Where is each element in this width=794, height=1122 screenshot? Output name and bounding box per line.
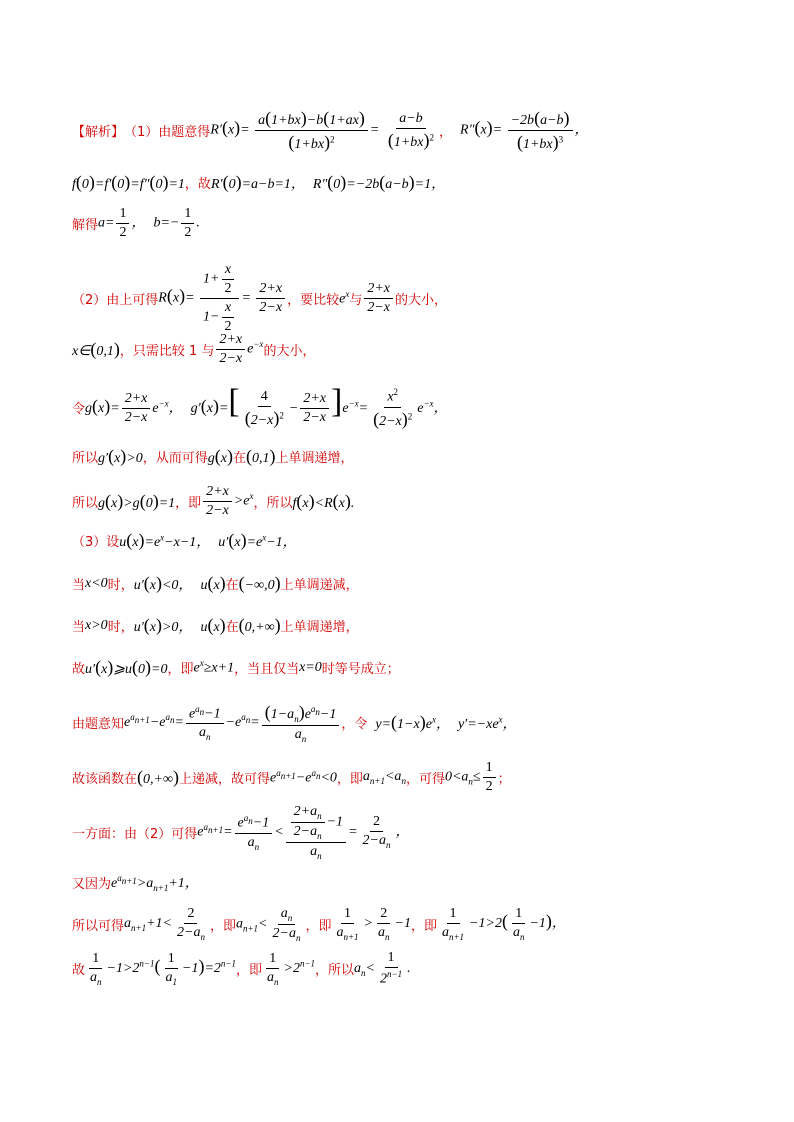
formula-R-prime: R′(x)= $\frac{a(1+bx)-b(1+ax)}{(1+bx)^2}$ = $\frac{a-b}{(1+bx)^2}$: [210, 108, 435, 152]
solution-line-8: 所以 g(x)>g(0)=1 ，即 $\frac{2+x}{2-x}$ $>e^x$ ，所以 f(x)<R(x).: [72, 484, 355, 518]
formula-conclusion: $\frac{1}{a_n}$ $-1>2^{n-1}$( $\frac{1}{a_1}$ $-1)=2^{n-1}$: [90, 950, 236, 987]
solution-line-15: 一方面：由（2）可得 $e^{a_{n+1}}=$ $\frac{e^{a_n}-1}{a_n}$ < $\frac{2+a_n}{2-a_n}$ −1 $a_n$ = $\frac{2}{2-a_n}$ ，: [72, 804, 410, 861]
formula-R-double-prime: R″(x)= $\frac{-2b(a-b)}{(1+bx)^3}$ ，: [460, 108, 589, 152]
solution-line-12: 故 u′(x)⩾u(0)=0 ，即 $e^x\ge x+1$ ，当且仅当 x=0 时等号成立；: [72, 657, 400, 677]
part1-label: （1）: [124, 125, 159, 140]
formula-g-x: g(x)= $\frac{2+x}{2-x}$ $e^{-x}$， g′(x)=[ $\frac{4}{(2-x)^2}$ − $\frac{2+x}{2-x}$ ]$e^{-x}=$ $\frac{x^2}{(2-x)^2}$ $e^{-x}$，: [85, 383, 448, 430]
solution-line-18: 故 $\frac{1}{a_n}$ $-1>2^{n-1}$( $\frac{1}{a_1}$ $-1)=2^{n-1}$ ，即 $\frac{1}{a_n}$ $>2^{n-1}$ ，所以 $a_n<$ $\frac{1}{2^{n-1}}$ .: [72, 950, 411, 987]
formula-R-x: R(x)= 1+ $\frac{x}{2}$ 1− $\frac{x}{2}$ = $\frac{2+x}{2-x}$: [158, 262, 287, 335]
solution-line-3: 解得 a= $\frac{1}{2}$ ， b=− $\frac{1}{2}$ .: [72, 206, 200, 240]
solution-line-16: 又因为 $e^{a_{n+1}}>a_{n+1}+1$，: [72, 873, 199, 893]
solution-line-13: 由题意知 $e^{a_{n+1}}-e^{a_n}=$ $\frac{e^{a_n}-1}{a_n}$ $-e^{a_n}=$ $\frac{(1-a_n)e^{a_n}-1}{a_n}$ ，令 $y=(1-x)e^x$， $y'=-xe^x$，: [72, 702, 517, 744]
solution-line-2: f(0)=f′(0)=f″(0)=1 ，故 R′(0)=a−b=1， R″(0)=−2b(a−b)=1，: [72, 172, 446, 192]
part2-label: （2）由上可得: [72, 293, 159, 308]
solution-line-1: 【解析】 （1） 由题意得 R′(x)= $\frac{a(1+bx)-b(1+ax)}{(1+bx)^2}$ = $\frac{a-b}{(1+bx)^2}$ ， R″(x)= $\frac{-2b(a-b)}{(1+bx)^3}$ ，: [72, 108, 589, 152]
solution-line-5: x∈(0,1) ，只需比较 1 与 $\frac{2+x}{2-x}$ $e^{-x}$ 的大小，: [72, 332, 316, 366]
solution-line-4: （2）由上可得 R(x)= 1+ $\frac{x}{2}$ 1− $\frac{x}{2}$ = $\frac{2+x}{2-x}$ ，要比较 $e^x$ 与 $\frac{2+x}{2-x}$ 的大小，: [72, 262, 448, 334]
analysis-label: 【解析】: [72, 125, 125, 140]
solution-line-7: 所以 g′(x)>0 ，从而可得 g(x) 在 (0,1) 上单调递增，: [72, 446, 354, 466]
formula-inequality-chain: $e^{a_{n+1}}=$ $\frac{e^{a_n}-1}{a_n}$ < $\frac{2+a_n}{2-a_n}$ −1 $a_n$ = $\frac{2}{2-a_n}$ ，: [197, 804, 410, 861]
part3-label: （3）设: [72, 535, 120, 550]
solution-line-10: 当 x<0 时， u′(x)<0， u(x) 在 (−∞,0) 上单调递减，: [72, 573, 359, 593]
solution-line-11: 当 x>0 时， u′(x)>0， u(x) 在 (0,+∞) 上单调递增，: [72, 615, 359, 635]
formula-a-b-values: a= $\frac{1}{2}$ ， b=− $\frac{1}{2}$ .: [98, 206, 200, 240]
formula-sequence-relation: $e^{a_{n+1}}-e^{a_n}=$ $\frac{e^{a_n}-1}{a_n}$ $-e^{a_n}=$ $\frac{(1-a_n)e^{a_n}-1}{a_n}$: [124, 702, 341, 744]
solution-line-6: 令 g(x)= $\frac{2+x}{2-x}$ $e^{-x}$， g′(x)=[ $\frac{4}{(2-x)^2}$ − $\frac{2+x}{2-x}$ ]$e^{-x}=$ $\frac{x^2}{(2-x)^2}$ $e^{-x}$，: [72, 383, 448, 430]
solution-line-14: 故该函数在 (0,+∞) 上递减，故可得 $e^{a_{n+1}}-e^{a_n}<0$ ，即 $a_{n+1}<a_n$ ，可得 $0<a_n\le$ $\frac{1}{2}$ ；: [72, 760, 511, 794]
solution-line-9: [72, 530, 297, 551]
formula-u-x: $u(x)=e^x-x-1$， $u'(x)=e^x-1$，: [119, 530, 297, 550]
solution-line-17: 所以可得 $a_{n+1}+1<$ $\frac{2}{2-a_n}$ ，即 $a_{n+1}<$ $\frac{a_n}{2-a_n}$ ，即 $\frac{1}{a_{n+1}}$ > $\frac{2}{a_n}$ −1 ，即 $\frac{1}{a_{n+1}}$ −1>2( $\frac{1}{a_n}$ −1)，: [72, 906, 566, 943]
formula-initial-values: f(0)=f′(0)=f″(0)=1: [72, 172, 185, 192]
